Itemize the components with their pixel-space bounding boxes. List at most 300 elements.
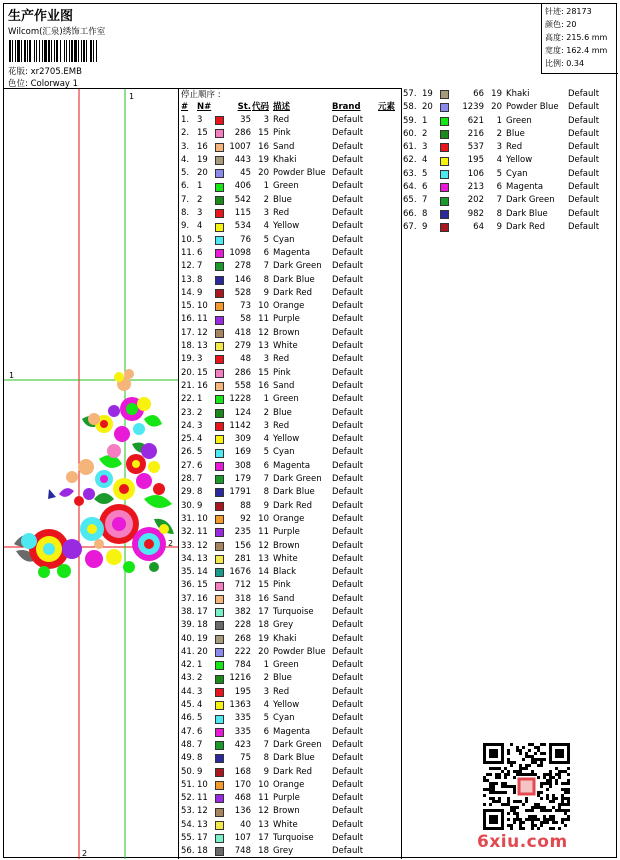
row-brand: Default <box>568 89 600 99</box>
row-stitches: 318 <box>234 593 251 604</box>
color-swatch-icon <box>215 355 224 364</box>
color-list-1 <box>180 114 401 859</box>
row-color-swatch <box>215 207 227 220</box>
row-color-swatch <box>215 287 227 300</box>
row-brand: Default <box>332 633 364 644</box>
row-desc: Dark Red <box>273 766 313 777</box>
row-color-swatch <box>440 101 452 114</box>
row-color-swatch <box>215 247 227 260</box>
row-needle-no: 15 <box>197 367 208 378</box>
row-needle-no: 6 <box>197 247 203 258</box>
row-color-swatch <box>215 393 227 406</box>
row-needle-no: 12 <box>197 540 208 551</box>
header-brand: Brand <box>332 102 361 112</box>
row-needle-no: 4 <box>422 155 428 166</box>
qr-code-icon <box>483 743 570 830</box>
row-brand: Default <box>568 182 600 193</box>
row-stitches: 136 <box>234 806 251 817</box>
row-idx: 30. <box>181 500 195 511</box>
row-brand: Default <box>332 833 364 844</box>
row-stitches: 382 <box>234 606 251 617</box>
row-stitches: 216 <box>467 128 484 139</box>
row-stitches: 92 <box>240 513 251 524</box>
row-desc: White <box>273 553 298 564</box>
row-needle-no: 20 <box>197 646 208 657</box>
row-stitches: 1363 <box>229 700 251 711</box>
color-swatch-icon <box>440 223 449 232</box>
row-brand: Default <box>332 341 364 352</box>
color-swatch-icon <box>215 382 224 391</box>
row-stitches: 66 <box>473 89 484 99</box>
row-code: 8 <box>263 487 269 498</box>
color-swatch-icon <box>215 462 224 471</box>
row-color-swatch <box>215 300 227 313</box>
row-stitches: 528 <box>234 287 251 298</box>
color-swatch-icon <box>215 223 224 232</box>
table-header <box>180 101 401 114</box>
row-brand: Default <box>332 168 364 179</box>
row-needle-no: 9 <box>422 221 428 232</box>
row-code: 9 <box>263 500 269 511</box>
row-stitches: 712 <box>234 580 251 591</box>
row-brand: Default <box>332 274 364 285</box>
row-needle-no: 6 <box>197 460 203 471</box>
row-idx: 4. <box>181 154 190 165</box>
table-row <box>180 473 401 486</box>
row-code: 6 <box>496 182 502 193</box>
row-idx: 22. <box>181 394 195 405</box>
table-row <box>180 420 401 433</box>
row-color-swatch <box>215 832 227 845</box>
row-color-swatch <box>215 420 227 433</box>
row-desc: Dark Blue <box>273 487 315 498</box>
row-brand: Default <box>332 779 364 790</box>
row-desc: Dark Green <box>506 195 555 206</box>
row-idx: 19. <box>181 354 195 365</box>
row-needle-no: 7 <box>197 474 203 485</box>
row-color-swatch <box>215 766 227 779</box>
row-brand: Default <box>332 128 364 139</box>
barcode-icon <box>9 40 98 62</box>
row-stitches: 169 <box>234 447 251 458</box>
row-idx: 58. <box>403 102 417 113</box>
row-idx: 38. <box>181 606 195 617</box>
row-idx: 48. <box>181 739 195 750</box>
table-row <box>180 845 401 858</box>
row-needle-no: 2 <box>197 673 203 684</box>
row-idx: 55. <box>181 833 195 844</box>
row-brand: Default <box>332 819 364 830</box>
row-stitches: 784 <box>234 660 251 671</box>
row-color-swatch <box>215 579 227 592</box>
row-needle-no: 4 <box>197 221 203 232</box>
row-desc: Dark Blue <box>506 208 548 219</box>
row-code: 2 <box>263 407 269 418</box>
color-swatch-icon <box>215 209 224 218</box>
row-stitches: 48 <box>240 354 251 365</box>
row-idx: 46. <box>181 713 195 724</box>
row-color-swatch <box>215 327 227 340</box>
table-row <box>180 127 401 140</box>
row-brand: Default <box>332 739 364 750</box>
row-idx: 67. <box>403 221 417 232</box>
color-swatch-icon <box>440 103 449 112</box>
table-row <box>180 367 401 380</box>
row-idx: 65. <box>403 195 417 206</box>
row-color-swatch <box>215 167 227 180</box>
color-swatch-icon <box>215 781 224 790</box>
row-code: 5 <box>263 234 269 245</box>
row-idx: 47. <box>181 726 195 737</box>
row-brand: Default <box>332 208 364 219</box>
color-swatch-icon <box>215 542 224 551</box>
table-row <box>180 287 401 300</box>
row-code: 15 <box>258 580 269 591</box>
crosshair-label-left: 1 <box>9 371 15 380</box>
row-idx: 27. <box>181 460 195 471</box>
row-stitches: 35 <box>240 115 251 125</box>
color-swatch-icon <box>215 169 224 178</box>
color-swatch-icon <box>215 555 224 564</box>
color-swatch-icon <box>440 117 449 126</box>
row-brand: Default <box>568 102 600 113</box>
row-needle-no: 10 <box>197 779 208 790</box>
color-list-2 <box>402 88 618 234</box>
table-row <box>180 606 401 619</box>
row-color-swatch <box>215 779 227 792</box>
row-stitches: 73 <box>240 301 251 312</box>
row-idx: 51. <box>181 779 195 790</box>
row-idx: 20. <box>181 367 195 378</box>
row-stitches: 64 <box>473 221 484 232</box>
color-swatch-icon <box>215 116 224 125</box>
row-brand: Default <box>332 726 364 737</box>
row-code: 15 <box>258 128 269 139</box>
row-stitches: 235 <box>234 527 251 538</box>
row-code: 17 <box>258 606 269 617</box>
row-needle-no: 9 <box>197 500 203 511</box>
row-brand: Default <box>332 434 364 445</box>
row-stitches: 202 <box>467 195 484 206</box>
row-color-swatch <box>215 114 227 127</box>
row-color-swatch <box>215 540 227 553</box>
row-stitches: 106 <box>467 168 484 179</box>
row-idx: 52. <box>181 793 195 804</box>
row-idx: 62. <box>403 155 417 166</box>
row-idx: 54. <box>181 819 195 830</box>
row-color-swatch <box>215 566 227 579</box>
table-row <box>402 88 618 101</box>
color-swatch-icon <box>215 435 224 444</box>
row-color-swatch <box>215 407 227 420</box>
row-idx: 36. <box>181 580 195 591</box>
color-swatch-icon <box>215 847 224 856</box>
row-desc: Red <box>506 142 523 153</box>
row-needle-no: 7 <box>197 739 203 750</box>
table-row <box>180 207 401 220</box>
table-row <box>180 726 401 739</box>
crosshair-label-top: 1 <box>129 92 135 101</box>
row-stitches: 335 <box>234 726 251 737</box>
row-code: 10 <box>258 779 269 790</box>
row-desc: Black <box>273 567 296 578</box>
row-desc: Cyan <box>273 234 295 245</box>
row-desc: Dark Green <box>273 739 322 750</box>
row-desc: Sand <box>273 593 295 604</box>
crosshair-label-bottom: 2 <box>82 849 88 858</box>
row-brand: Default <box>568 115 600 126</box>
table-row <box>180 766 401 779</box>
row-color-swatch <box>215 513 227 526</box>
row-code: 6 <box>263 726 269 737</box>
row-code: 9 <box>263 766 269 777</box>
color-swatch-icon <box>215 156 224 165</box>
row-needle-no: 17 <box>197 606 208 617</box>
color-swatch-icon <box>215 768 224 777</box>
row-stitches: 40 <box>240 819 251 830</box>
row-needle-no: 3 <box>197 115 203 125</box>
row-color-swatch <box>440 154 452 167</box>
row-code: 7 <box>496 195 502 206</box>
row-stitches: 268 <box>234 633 251 644</box>
row-idx: 21. <box>181 380 195 391</box>
row-idx: 56. <box>181 846 195 857</box>
row-stitches: 1216 <box>229 673 251 684</box>
row-idx: 43. <box>181 673 195 684</box>
row-code: 4 <box>263 221 269 232</box>
row-code: 13 <box>258 341 269 352</box>
table-row <box>402 194 618 207</box>
row-idx: 2. <box>181 128 190 139</box>
row-brand: Default <box>332 620 364 631</box>
row-stitches: 558 <box>234 380 251 391</box>
color-swatch-icon <box>440 90 449 99</box>
color-swatch-icon <box>215 701 224 710</box>
row-brand: Default <box>332 407 364 418</box>
color-swatch-icon <box>440 157 449 166</box>
color-swatch-icon <box>215 661 224 670</box>
row-color-swatch <box>215 819 227 832</box>
row-idx: 8. <box>181 208 190 219</box>
row-stitches: 195 <box>467 155 484 166</box>
row-idx: 24. <box>181 420 195 431</box>
row-code: 11 <box>258 527 269 538</box>
row-stitches: 534 <box>234 221 251 232</box>
color-swatch-icon <box>215 794 224 803</box>
row-stitches: 45 <box>240 168 251 179</box>
row-stitches: 76 <box>240 234 251 245</box>
row-desc: Cyan <box>273 447 295 458</box>
color-swatch-icon <box>440 130 449 139</box>
row-color-swatch <box>215 486 227 499</box>
row-brand: Default <box>332 513 364 524</box>
row-stitches: 982 <box>467 208 484 219</box>
row-stitches: 406 <box>234 181 251 192</box>
row-desc: Khaki <box>273 633 297 644</box>
row-code: 3 <box>263 115 269 125</box>
row-desc: Orange <box>273 301 305 312</box>
table-row <box>402 128 618 141</box>
color-swatch-icon <box>215 715 224 724</box>
table-row <box>180 234 401 247</box>
row-color-swatch <box>215 274 227 287</box>
row-stitches: 168 <box>234 766 251 777</box>
color-swatch-icon <box>215 488 224 497</box>
table-row <box>180 633 401 646</box>
row-code: 3 <box>263 420 269 431</box>
row-idx: 16. <box>181 314 195 325</box>
row-desc: Blue <box>273 194 292 205</box>
color-swatch-icon <box>215 262 224 271</box>
row-needle-no: 17 <box>197 833 208 844</box>
color-swatch-icon <box>215 568 224 577</box>
row-brand: Default <box>332 540 364 551</box>
row-desc: Sand <box>273 380 295 391</box>
row-needle-no: 11 <box>197 793 208 804</box>
row-color-swatch <box>440 208 452 221</box>
row-code: 7 <box>263 739 269 750</box>
row-desc: Dark Blue <box>273 753 315 764</box>
table-row <box>180 686 401 699</box>
row-needle-no: 5 <box>197 234 203 245</box>
color-swatch-icon <box>215 834 224 843</box>
row-code: 3 <box>263 354 269 365</box>
color-swatch-icon <box>215 754 224 763</box>
row-idx: 13. <box>181 274 195 285</box>
row-code: 19 <box>258 633 269 644</box>
watermark-text: 6xiu.com <box>477 832 568 852</box>
row-desc: Cyan <box>506 168 528 179</box>
color-swatch-icon <box>215 316 224 325</box>
row-stitches: 423 <box>234 739 251 750</box>
row-idx: 9. <box>181 221 190 232</box>
row-color-swatch <box>215 313 227 326</box>
row-brand: Default <box>332 287 364 298</box>
row-stitches: 124 <box>234 407 251 418</box>
row-color-swatch <box>215 606 227 619</box>
row-code: 8 <box>496 208 502 219</box>
row-color-swatch <box>215 845 227 858</box>
color-swatch-icon <box>215 422 224 431</box>
row-brand: Default <box>568 128 600 139</box>
table-row <box>180 540 401 553</box>
row-needle-no: 14 <box>197 567 208 578</box>
row-stitches: 1676 <box>229 567 251 578</box>
row-brand: Default <box>332 474 364 485</box>
row-stitches: 1228 <box>229 394 251 405</box>
table-row <box>180 513 401 526</box>
table-row <box>180 340 401 353</box>
row-brand: Default <box>332 354 364 365</box>
row-color-swatch <box>215 792 227 805</box>
row-desc: Dark Red <box>273 287 313 298</box>
row-code: 2 <box>263 673 269 684</box>
table-row <box>402 115 618 128</box>
row-desc: Purple <box>273 314 300 325</box>
row-desc: Dark Red <box>506 221 546 232</box>
row-stitches: 335 <box>234 713 251 724</box>
row-idx: 15. <box>181 301 195 312</box>
row-color-swatch <box>215 433 227 446</box>
color-swatch-icon <box>440 183 449 192</box>
row-desc: Powder Blue <box>273 168 326 179</box>
table-row <box>180 712 401 725</box>
row-brand: Default <box>332 221 364 232</box>
table-row <box>180 433 401 446</box>
row-color-swatch <box>440 88 452 101</box>
table-row <box>180 260 401 273</box>
table-row <box>180 579 401 592</box>
row-idx: 60. <box>403 128 417 139</box>
row-desc: Magenta <box>506 182 544 193</box>
row-idx: 44. <box>181 686 195 697</box>
table-row <box>180 407 401 420</box>
row-code: 12 <box>258 540 269 551</box>
table-row <box>180 300 401 313</box>
row-needle-no: 19 <box>197 633 208 644</box>
row-color-swatch <box>215 127 227 140</box>
row-stitches: 179 <box>234 474 251 485</box>
row-brand: Default <box>332 181 364 192</box>
row-desc: Turquoise <box>273 833 314 844</box>
row-code: 20 <box>258 168 269 179</box>
row-desc: Brown <box>273 806 300 817</box>
summary-box <box>541 4 618 74</box>
row-color-swatch <box>215 553 227 566</box>
row-needle-no: 9 <box>197 287 203 298</box>
row-brand: Default <box>332 686 364 697</box>
color-swatch-icon <box>215 369 224 378</box>
color-swatch-icon <box>440 210 449 219</box>
row-desc: Powder Blue <box>506 102 559 113</box>
row-desc: Yellow <box>506 155 533 166</box>
table-row <box>180 274 401 287</box>
row-needle-no: 3 <box>197 208 203 219</box>
color-swatch-icon <box>440 143 449 152</box>
row-color-swatch <box>215 194 227 207</box>
row-brand: Default <box>332 527 364 538</box>
row-idx: 26. <box>181 447 195 458</box>
table-row <box>402 181 618 194</box>
row-desc: Brown <box>273 327 300 338</box>
row-stitches: 621 <box>467 115 484 126</box>
color-swatch-icon <box>215 728 224 737</box>
row-brand: Default <box>332 460 364 471</box>
row-brand: Default <box>332 367 364 378</box>
row-color-swatch <box>440 221 452 234</box>
row-desc: Pink <box>273 128 291 139</box>
row-desc: Blue <box>273 407 292 418</box>
row-idx: 17. <box>181 327 195 338</box>
row-desc: Magenta <box>273 726 311 737</box>
table-row <box>402 154 618 167</box>
color-swatch-icon <box>215 183 224 192</box>
row-code: 12 <box>258 327 269 338</box>
row-color-swatch <box>215 699 227 712</box>
row-needle-no: 2 <box>197 407 203 418</box>
design-file-value: xr2705.EMB <box>30 67 82 77</box>
row-desc: Yellow <box>273 434 300 445</box>
row-code: 7 <box>263 474 269 485</box>
row-code: 10 <box>258 513 269 524</box>
row-brand: Default <box>332 766 364 777</box>
row-stitches: 195 <box>234 686 251 697</box>
row-code: 20 <box>491 102 502 113</box>
row-color-swatch <box>440 115 452 128</box>
row-brand: Default <box>332 700 364 711</box>
row-color-swatch <box>215 260 227 273</box>
row-brand: Default <box>568 195 600 206</box>
